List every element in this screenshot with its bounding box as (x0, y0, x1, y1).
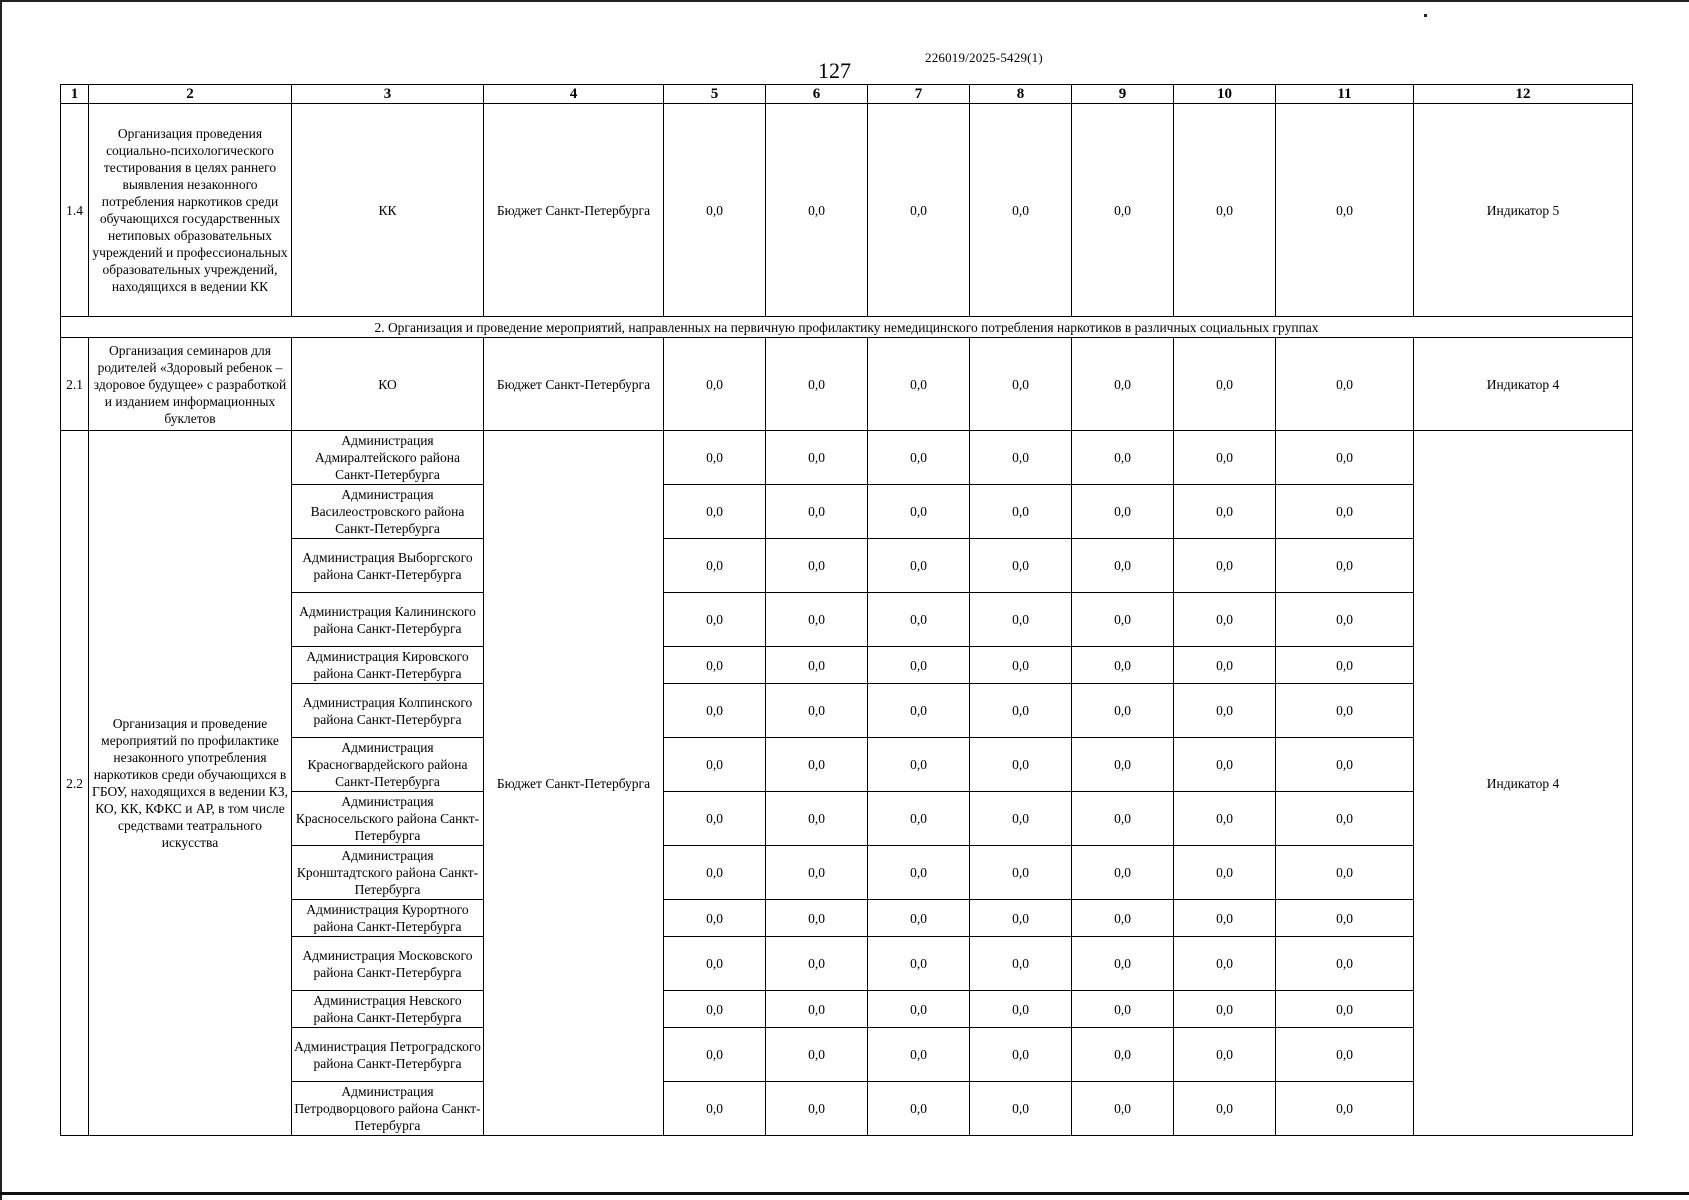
value-cell: 0,0 (1072, 338, 1174, 431)
indicator: Индикатор 4 (1414, 431, 1633, 1136)
value-cell: 0,0 (970, 684, 1072, 738)
value-cell: 0,0 (868, 1028, 970, 1082)
value-cell: 0,0 (664, 338, 766, 431)
value-cell: 0,0 (1072, 792, 1174, 846)
table-row (61, 485, 1633, 539)
scan-speck (1424, 14, 1427, 17)
value-cell: 0,0 (1276, 684, 1414, 738)
table-row (61, 991, 1633, 1028)
executor: Администрация Кировского района Санкт-Петербурга (292, 647, 484, 684)
value-cell: 0,0 (664, 431, 766, 485)
value-cell: 0,0 (868, 1082, 970, 1136)
column-header: 7 (868, 85, 970, 104)
table-row (61, 1028, 1633, 1082)
table-row (61, 684, 1633, 738)
value-cell: 0,0 (970, 900, 1072, 937)
value-cell: 0,0 (970, 431, 1072, 485)
value-cell: 0,0 (868, 647, 970, 684)
value-cell: 0,0 (1276, 991, 1414, 1028)
value-cell: 0,0 (1276, 104, 1414, 317)
value-cell: 0,0 (1174, 104, 1276, 317)
table-row (61, 431, 1633, 485)
column-header: 3 (292, 85, 484, 104)
value-cell: 0,0 (868, 431, 970, 485)
value-cell: 0,0 (1174, 900, 1276, 937)
value-cell: 0,0 (1174, 846, 1276, 900)
section-row (61, 317, 1633, 338)
value-cell: 0,0 (664, 485, 766, 539)
executor: Администрация Василеостровского района Санкт-Петербурга (292, 485, 484, 539)
indicator: Индикатор 5 (1414, 104, 1633, 317)
value-cell: 0,0 (766, 684, 868, 738)
value-cell: 0,0 (766, 593, 868, 647)
executor: Администрация Адмиралтейского района Санкт-Петербурга (292, 431, 484, 485)
column-header: 6 (766, 85, 868, 104)
executor: Администрация Невского района Санкт-Петербурга (292, 991, 484, 1028)
value-cell: 0,0 (1276, 539, 1414, 593)
scan-left-edge (0, 0, 2, 1200)
activity-name: Организация и проведение мероприятий по профилактике незаконного употребления наркотиков среди обучающихся в ГБОУ, находящихся в ведении КЗ, КО, КК, КФКС и АР, в том числе средствами театрального искусства (89, 431, 292, 1136)
value-cell: 0,0 (766, 1028, 868, 1082)
scan-top-edge (0, 0, 1689, 2)
value-cell: 0,0 (970, 485, 1072, 539)
value-cell: 0,0 (970, 338, 1072, 431)
value-cell: 0,0 (1174, 1028, 1276, 1082)
indicator: Индикатор 4 (1414, 338, 1633, 431)
value-cell: 0,0 (1072, 991, 1174, 1028)
value-cell: 0,0 (766, 647, 868, 684)
table-row (61, 593, 1633, 647)
column-header: 2 (89, 85, 292, 104)
value-cell: 0,0 (868, 738, 970, 792)
row-number: 2.1 (61, 338, 89, 431)
executor: Администрация Кронштадтского района Санкт-Петербурга (292, 846, 484, 900)
value-cell: 0,0 (1174, 338, 1276, 431)
executor: Администрация Петроградского района Санкт-Петербурга (292, 1028, 484, 1082)
program-table (60, 84, 1633, 1136)
executor: Администрация Московского района Санкт-Петербурга (292, 937, 484, 991)
table-row (61, 738, 1633, 792)
value-cell: 0,0 (970, 593, 1072, 647)
value-cell: 0,0 (1072, 431, 1174, 485)
value-cell: 0,0 (766, 846, 868, 900)
value-cell: 0,0 (1072, 900, 1174, 937)
value-cell: 0,0 (664, 1028, 766, 1082)
value-cell: 0,0 (766, 937, 868, 991)
value-cell: 0,0 (1072, 846, 1174, 900)
value-cell: 0,0 (1174, 792, 1276, 846)
activity-name: Организация семинаров для родителей «Здоровый ребенок – здоровое будущее» с разработкой и изданием информационных буклетов (89, 338, 292, 431)
value-cell: 0,0 (970, 991, 1072, 1028)
section-title: 2. Организация и проведение мероприятий, направленных на первичную профилактику немедицинского потребления наркотиков в различных социальных группах (61, 317, 1633, 338)
executor: Администрация Калининского района Санкт-Петербурга (292, 593, 484, 647)
funding-source: Бюджет Санкт-Петербурга (484, 338, 664, 431)
value-cell: 0,0 (766, 738, 868, 792)
value-cell: 0,0 (868, 338, 970, 431)
value-cell: 0,0 (664, 900, 766, 937)
value-cell: 0,0 (1174, 431, 1276, 485)
value-cell: 0,0 (1174, 1082, 1276, 1136)
value-cell: 0,0 (766, 991, 868, 1028)
value-cell: 0,0 (1072, 485, 1174, 539)
value-cell: 0,0 (868, 485, 970, 539)
row-number: 1.4 (61, 104, 89, 317)
value-cell: 0,0 (1072, 937, 1174, 991)
value-cell: 0,0 (664, 846, 766, 900)
executor: Администрация Курортного района Санкт-Петербурга (292, 900, 484, 937)
funding-source: Бюджет Санкт-Петербурга (484, 431, 664, 1136)
executor: Администрация Колпинского района Санкт-Петербурга (292, 684, 484, 738)
value-cell: 0,0 (868, 991, 970, 1028)
column-header: 9 (1072, 85, 1174, 104)
value-cell: 0,0 (1276, 937, 1414, 991)
value-cell: 0,0 (1072, 684, 1174, 738)
executor: КО (292, 338, 484, 431)
value-cell: 0,0 (664, 593, 766, 647)
value-cell: 0,0 (766, 792, 868, 846)
value-cell: 0,0 (664, 539, 766, 593)
funding-source: Бюджет Санкт-Петербурга (484, 104, 664, 317)
column-header: 12 (1414, 85, 1633, 104)
activity-name: Организация проведения социально-психологического тестирования в целях раннего выявления незаконного потребления наркотиков среди обучающихся государственных нетиповых образовательных учреждений и профессиональных образовательных учреждений, находящихся в ведении КК (89, 104, 292, 317)
value-cell: 0,0 (664, 684, 766, 738)
value-cell: 0,0 (1072, 539, 1174, 593)
value-cell: 0,0 (868, 104, 970, 317)
table-row (61, 900, 1633, 937)
value-cell: 0,0 (1174, 539, 1276, 593)
column-header: 4 (484, 85, 664, 104)
value-cell: 0,0 (766, 1082, 868, 1136)
value-cell: 0,0 (1072, 1028, 1174, 1082)
value-cell: 0,0 (868, 539, 970, 593)
table-row (61, 338, 1633, 431)
value-cell: 0,0 (1276, 900, 1414, 937)
value-cell: 0,0 (766, 539, 868, 593)
value-cell: 0,0 (1072, 738, 1174, 792)
value-cell: 0,0 (1276, 846, 1414, 900)
value-cell: 0,0 (970, 1028, 1072, 1082)
value-cell: 0,0 (1072, 104, 1174, 317)
value-cell: 0,0 (1276, 1082, 1414, 1136)
value-cell: 0,0 (664, 647, 766, 684)
value-cell: 0,0 (664, 991, 766, 1028)
column-number-row (61, 85, 1633, 104)
value-cell: 0,0 (868, 846, 970, 900)
value-cell: 0,0 (868, 593, 970, 647)
value-cell: 0,0 (1276, 338, 1414, 431)
value-cell: 0,0 (1072, 593, 1174, 647)
value-cell: 0,0 (970, 846, 1072, 900)
column-header: 5 (664, 85, 766, 104)
value-cell: 0,0 (766, 104, 868, 317)
value-cell: 0,0 (1276, 593, 1414, 647)
value-cell: 0,0 (868, 684, 970, 738)
row-number: 2.2 (61, 431, 89, 1136)
value-cell: 0,0 (766, 900, 868, 937)
table-row (61, 937, 1633, 991)
value-cell: 0,0 (868, 937, 970, 991)
value-cell: 0,0 (868, 900, 970, 937)
value-cell: 0,0 (970, 937, 1072, 991)
value-cell: 0,0 (970, 738, 1072, 792)
value-cell: 0,0 (664, 738, 766, 792)
value-cell: 0,0 (1276, 792, 1414, 846)
executor: Администрация Петродворцового района Санкт-Петербурга (292, 1082, 484, 1136)
value-cell: 0,0 (1174, 593, 1276, 647)
executor: Администрация Выборгского района Санкт-Петербурга (292, 539, 484, 593)
value-cell: 0,0 (970, 792, 1072, 846)
value-cell: 0,0 (1174, 738, 1276, 792)
value-cell: 0,0 (1072, 1082, 1174, 1136)
value-cell: 0,0 (1276, 738, 1414, 792)
value-cell: 0,0 (970, 539, 1072, 593)
value-cell: 0,0 (868, 792, 970, 846)
table-row (61, 647, 1633, 684)
value-cell: 0,0 (1276, 647, 1414, 684)
table-row (61, 539, 1633, 593)
value-cell: 0,0 (664, 937, 766, 991)
column-header: 8 (970, 85, 1072, 104)
table-row (61, 846, 1633, 900)
value-cell: 0,0 (1174, 647, 1276, 684)
column-header: 11 (1276, 85, 1414, 104)
value-cell: 0,0 (1276, 1028, 1414, 1082)
table-row (61, 1082, 1633, 1136)
value-cell: 0,0 (1174, 485, 1276, 539)
value-cell: 0,0 (664, 104, 766, 317)
registration-number: 226019/2025-5429(1) (925, 50, 1043, 65)
executor: Администрация Красносельского района Санкт-Петербурга (292, 792, 484, 846)
executor: Администрация Красногвардейского района Санкт-Петербурга (292, 738, 484, 792)
value-cell: 0,0 (766, 338, 868, 431)
value-cell: 0,0 (1276, 485, 1414, 539)
value-cell: 0,0 (766, 485, 868, 539)
executor: КК (292, 104, 484, 317)
value-cell: 0,0 (1174, 684, 1276, 738)
value-cell: 0,0 (970, 104, 1072, 317)
value-cell: 0,0 (1276, 431, 1414, 485)
value-cell: 0,0 (1174, 991, 1276, 1028)
column-header: 10 (1174, 85, 1276, 104)
value-cell: 0,0 (766, 431, 868, 485)
page-number: 127 (818, 58, 851, 83)
value-cell: 0,0 (970, 647, 1072, 684)
value-cell: 0,0 (664, 792, 766, 846)
column-header: 1 (61, 85, 89, 104)
value-cell: 0,0 (1072, 647, 1174, 684)
value-cell: 0,0 (970, 1082, 1072, 1136)
table-row (61, 104, 1633, 317)
table-row (61, 792, 1633, 846)
value-cell: 0,0 (1174, 937, 1276, 991)
value-cell: 0,0 (664, 1082, 766, 1136)
scan-bottom-edge (0, 1192, 1689, 1195)
